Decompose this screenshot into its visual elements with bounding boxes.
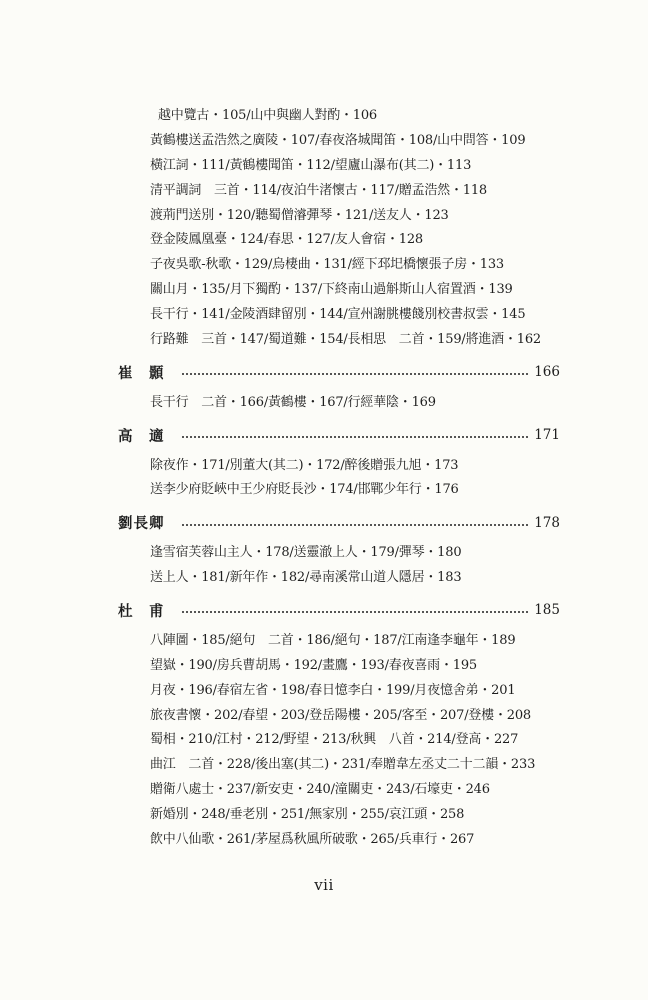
toc-line: 子夜吳歌-秋歌・129/烏棲曲・131/經下邳圯橋懷張子房・133: [150, 257, 504, 273]
toc-line: 長干行・141/金陵酒肆留別・144/宣州謝朓樓餞別校書叔雲・145: [150, 307, 526, 323]
dot-leader: [182, 373, 528, 375]
dot-leader: [182, 611, 528, 613]
dot-leader: [182, 524, 528, 526]
toc-line: 黃鶴樓送孟浩然之廣陵・107/春夜洛城聞笛・108/山中問答・109: [150, 132, 526, 148]
toc-line: 曲江 二首・228/後出塞(其二)・231/奉贈韋左丞丈二十二韻・233: [150, 757, 536, 773]
poet-page-number: 171: [534, 427, 560, 444]
dot-leader: [182, 436, 528, 438]
toc-line: 除夜作・171/別董大(其二)・172/醉後贈張九旭・173: [150, 457, 459, 473]
poet-name: 杜 甫: [118, 603, 165, 620]
poet-page-number: 178: [534, 514, 560, 531]
toc-line: 越中覽古・105/山中與幽人對酌・106: [158, 108, 378, 123]
poet-heading: [118, 360, 560, 385]
toc-line: 逢雪宿芙蓉山主人・178/送靈澈上人・179/彈琴・180: [150, 545, 462, 561]
poet-page-number: 166: [534, 364, 560, 381]
poet-heading: [118, 423, 560, 448]
poet-heading: [118, 598, 560, 623]
poet-section-du-fu: [118, 598, 560, 853]
toc-line: 行路難 三首・147/蜀道難・154/長相思 二首・159/將進酒・162: [150, 332, 541, 348]
li-bai-entries: [118, 104, 560, 353]
toc-line: 登金陵鳳凰臺・124/春思・127/友人會宿・128: [150, 232, 423, 248]
toc-line: 清平調詞 三首・114/夜泊牛渚懷古・117/贈孟浩然・118: [150, 182, 487, 198]
toc-line: 八陣圖・185/絕句 二首・186/絕句・187/江南逢李龜年・189: [150, 632, 516, 648]
toc-line: 渡荊門送別・120/聽蜀僧濬彈琴・121/送友人・123: [150, 207, 449, 223]
toc-line: 飲中八仙歌・261/茅屋爲秋風所破歌・265/兵車行・267: [150, 832, 475, 848]
toc-line: 送上人・181/新年作・182/尋南溪常山道人隱居・183: [150, 570, 462, 586]
toc-line: 月夜・196/春宿左省・198/春日憶李白・199/月夜憶舍弟・201: [150, 682, 516, 698]
toc-line: 蜀相・210/江村・212/野望・213/秋興 八首・214/登高・227: [150, 732, 519, 748]
toc-line: 旅夜書懷・202/春望・203/登岳陽樓・205/客至・207/登樓・208: [150, 707, 531, 723]
page-number: vii: [314, 876, 334, 894]
toc-line: 橫江詞・111/黃鶴樓聞笛・112/望廬山瀑布(其二)・113: [150, 157, 472, 173]
poet-section-liu-changqing: [118, 510, 560, 591]
toc-line: 望嶽・190/房兵曹胡馬・192/畫鷹・193/春夜喜雨・195: [150, 657, 477, 673]
poet-name: 劉長卿: [118, 516, 165, 533]
poet-section-gao-shi: [118, 423, 560, 504]
toc-line: 長干行 二首・166/黃鶴樓・167/行經華陰・169: [150, 394, 436, 410]
poet-heading: [118, 510, 560, 535]
toc-block: [118, 104, 560, 853]
poet-name: 高 適: [118, 428, 165, 445]
toc-line: 贈衛八處士・237/新安吏・240/潼關吏・243/石壕吏・246: [150, 782, 490, 798]
poet-page-number: 185: [534, 602, 560, 619]
toc-line: 新婚別・248/垂老別・251/無家別・255/哀江頭・258: [150, 807, 465, 823]
toc-line: 關山月・135/月下獨酌・137/下終南山過斛斯山人宿置酒・139: [150, 282, 513, 298]
poet-section-cui-hao: [118, 360, 560, 416]
poet-name: 崔 顥: [118, 365, 165, 382]
toc-line: 送李少府貶峽中王少府貶長沙・174/邯鄲少年行・176: [150, 482, 459, 498]
